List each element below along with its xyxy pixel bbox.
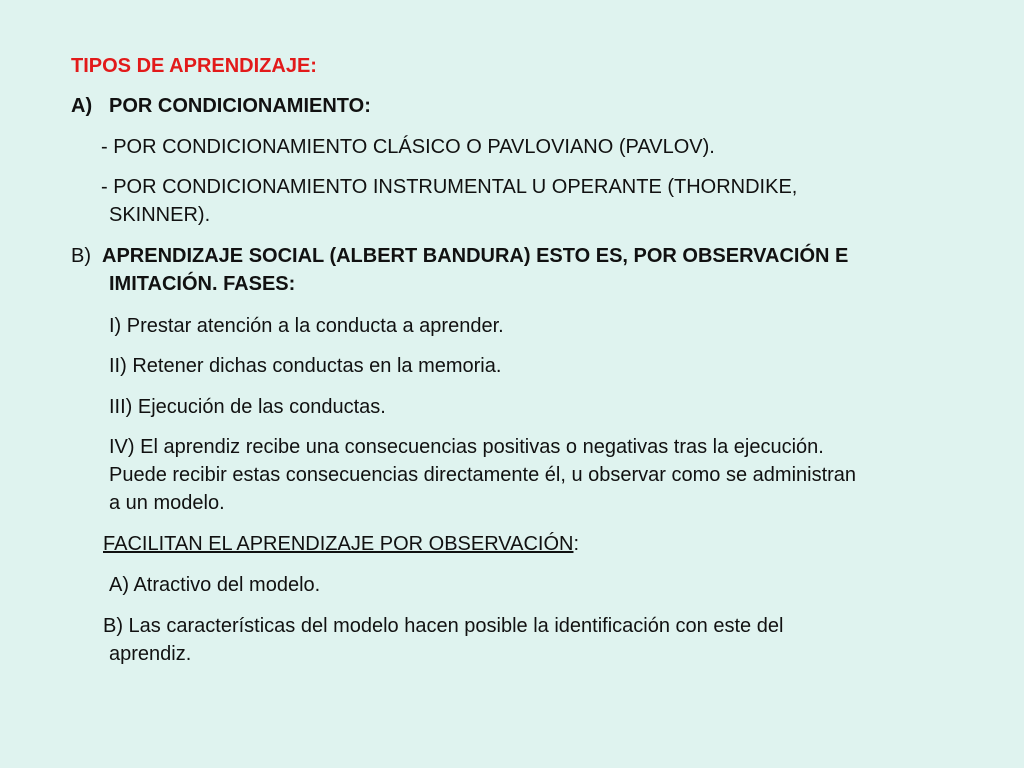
section-a-item-1: - POR CONDICIONAMIENTO CLÁSICO O PAVLOVIANO (PAVLOV). bbox=[101, 136, 715, 158]
facilitator-item-b: B) Las características del modelo hacen posible la identificación con este del bbox=[103, 615, 784, 637]
slide-heading: TIPOS DE APRENDIZAJE: bbox=[71, 55, 317, 77]
section-b-marker: B) bbox=[71, 245, 91, 267]
section-a-item-2-cont: SKINNER). bbox=[109, 204, 211, 226]
section-a-item-2: - POR CONDICIONAMIENTO INSTRUMENTAL U OPERANTE (THORNDIKE, bbox=[101, 176, 798, 198]
facilitator-item-b-cont: aprendiz. bbox=[109, 643, 192, 665]
section-a-marker: A) bbox=[71, 95, 93, 117]
facilitators-title: FACILITAN EL APRENDIZAJE POR OBSERVACIÓN bbox=[103, 533, 574, 555]
facilitators-title-row bbox=[103, 530, 579, 558]
phase-4-cont-2: a un modelo. bbox=[109, 492, 225, 514]
facilitator-item-a: A) Atractivo del modelo. bbox=[109, 574, 321, 596]
section-b-title-line2: IMITACIÓN. FASES: bbox=[109, 273, 296, 295]
section-a-title: POR CONDICIONAMIENTO: bbox=[109, 95, 371, 117]
phase-4-cont-1: Puede recibir estas consecuencias directamente él, u observar como se administran bbox=[109, 464, 857, 486]
phase-4: IV) El aprendiz recibe una consecuencias positivas o negativas tras la ejecución. bbox=[109, 436, 824, 458]
phase-3: III) Ejecución de las conductas. bbox=[109, 396, 386, 418]
phase-2: II) Retener dichas conductas en la memoria. bbox=[109, 355, 502, 377]
phase-1: I) Prestar atención a la conducta a aprender. bbox=[109, 315, 504, 337]
facilitators-colon: : bbox=[573, 533, 580, 555]
section-b-title-line1: APRENDIZAJE SOCIAL (ALBERT BANDURA) ESTO ES, POR OBSERVACIÓN E bbox=[102, 245, 849, 267]
